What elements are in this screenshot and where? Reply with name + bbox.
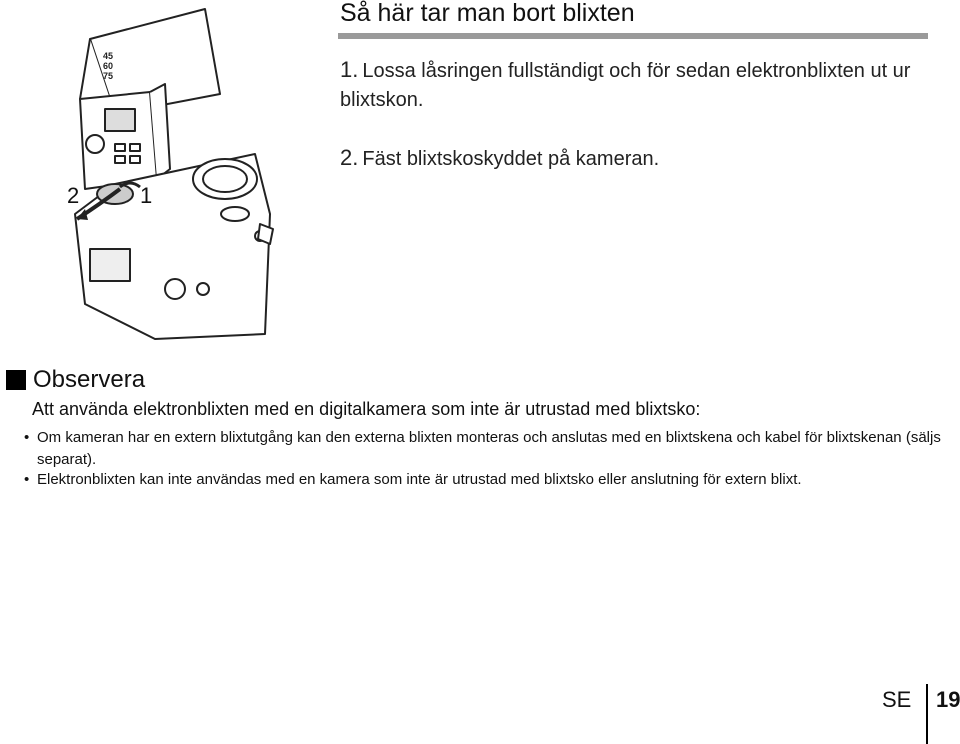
arrow-pad [165, 279, 185, 299]
callout-2: 2 [67, 183, 80, 208]
flash-camera-illustration [55, 4, 295, 344]
flash-scale-60: 60 [103, 61, 114, 71]
note-lead: Att använda elektronblixten med en digitalkamera som inte är utrustad med blixtsko: [32, 399, 701, 419]
note-square-icon [6, 370, 26, 390]
note-bullet-2-text: Elektronblixten kan inte användas med en kamera som inte är utrustad med blixtsko eller anslutning för extern blixt. [37, 471, 802, 488]
note-bullet-2 [24, 469, 944, 491]
flash-scale-75: 75 [103, 71, 114, 81]
title-rule [338, 33, 928, 39]
callout-1: 1 [140, 183, 153, 208]
step-1-number: 1. [340, 57, 359, 82]
step-1-text: Lossa låsringen fullständigt och för sedan elektronblixten ut ur blixtskon. [340, 60, 911, 111]
flash-dial [86, 135, 104, 153]
step-1 [340, 55, 940, 115]
bullet-dot-icon: • [24, 471, 30, 488]
page-number: 19 [936, 687, 960, 712]
footer-divider [926, 684, 928, 744]
camera-lcd [90, 249, 130, 281]
step-2-number: 2. [340, 145, 359, 170]
step-2 [340, 143, 659, 174]
bullet-dot-icon: • [24, 429, 30, 446]
step-2-text: Fäst blixtskoskyddet på kameran. [362, 148, 660, 170]
page-title: Så här tar man bort blixten [340, 0, 635, 27]
note-bullet-1 [24, 427, 944, 471]
flash-scale-45: 45 [103, 51, 114, 61]
note-heading [6, 366, 145, 394]
mode-dial [221, 207, 249, 221]
note-heading-text: Observera [33, 366, 146, 393]
footer-language: SE [882, 687, 912, 712]
flash-lcd [105, 109, 135, 131]
note-bullet-1-text: Om kameran har en extern blixtutgång kan den externa blixten monteras och anslutas med en blixtskena och kabel för blixtskenan (säljs separat). [37, 429, 941, 468]
